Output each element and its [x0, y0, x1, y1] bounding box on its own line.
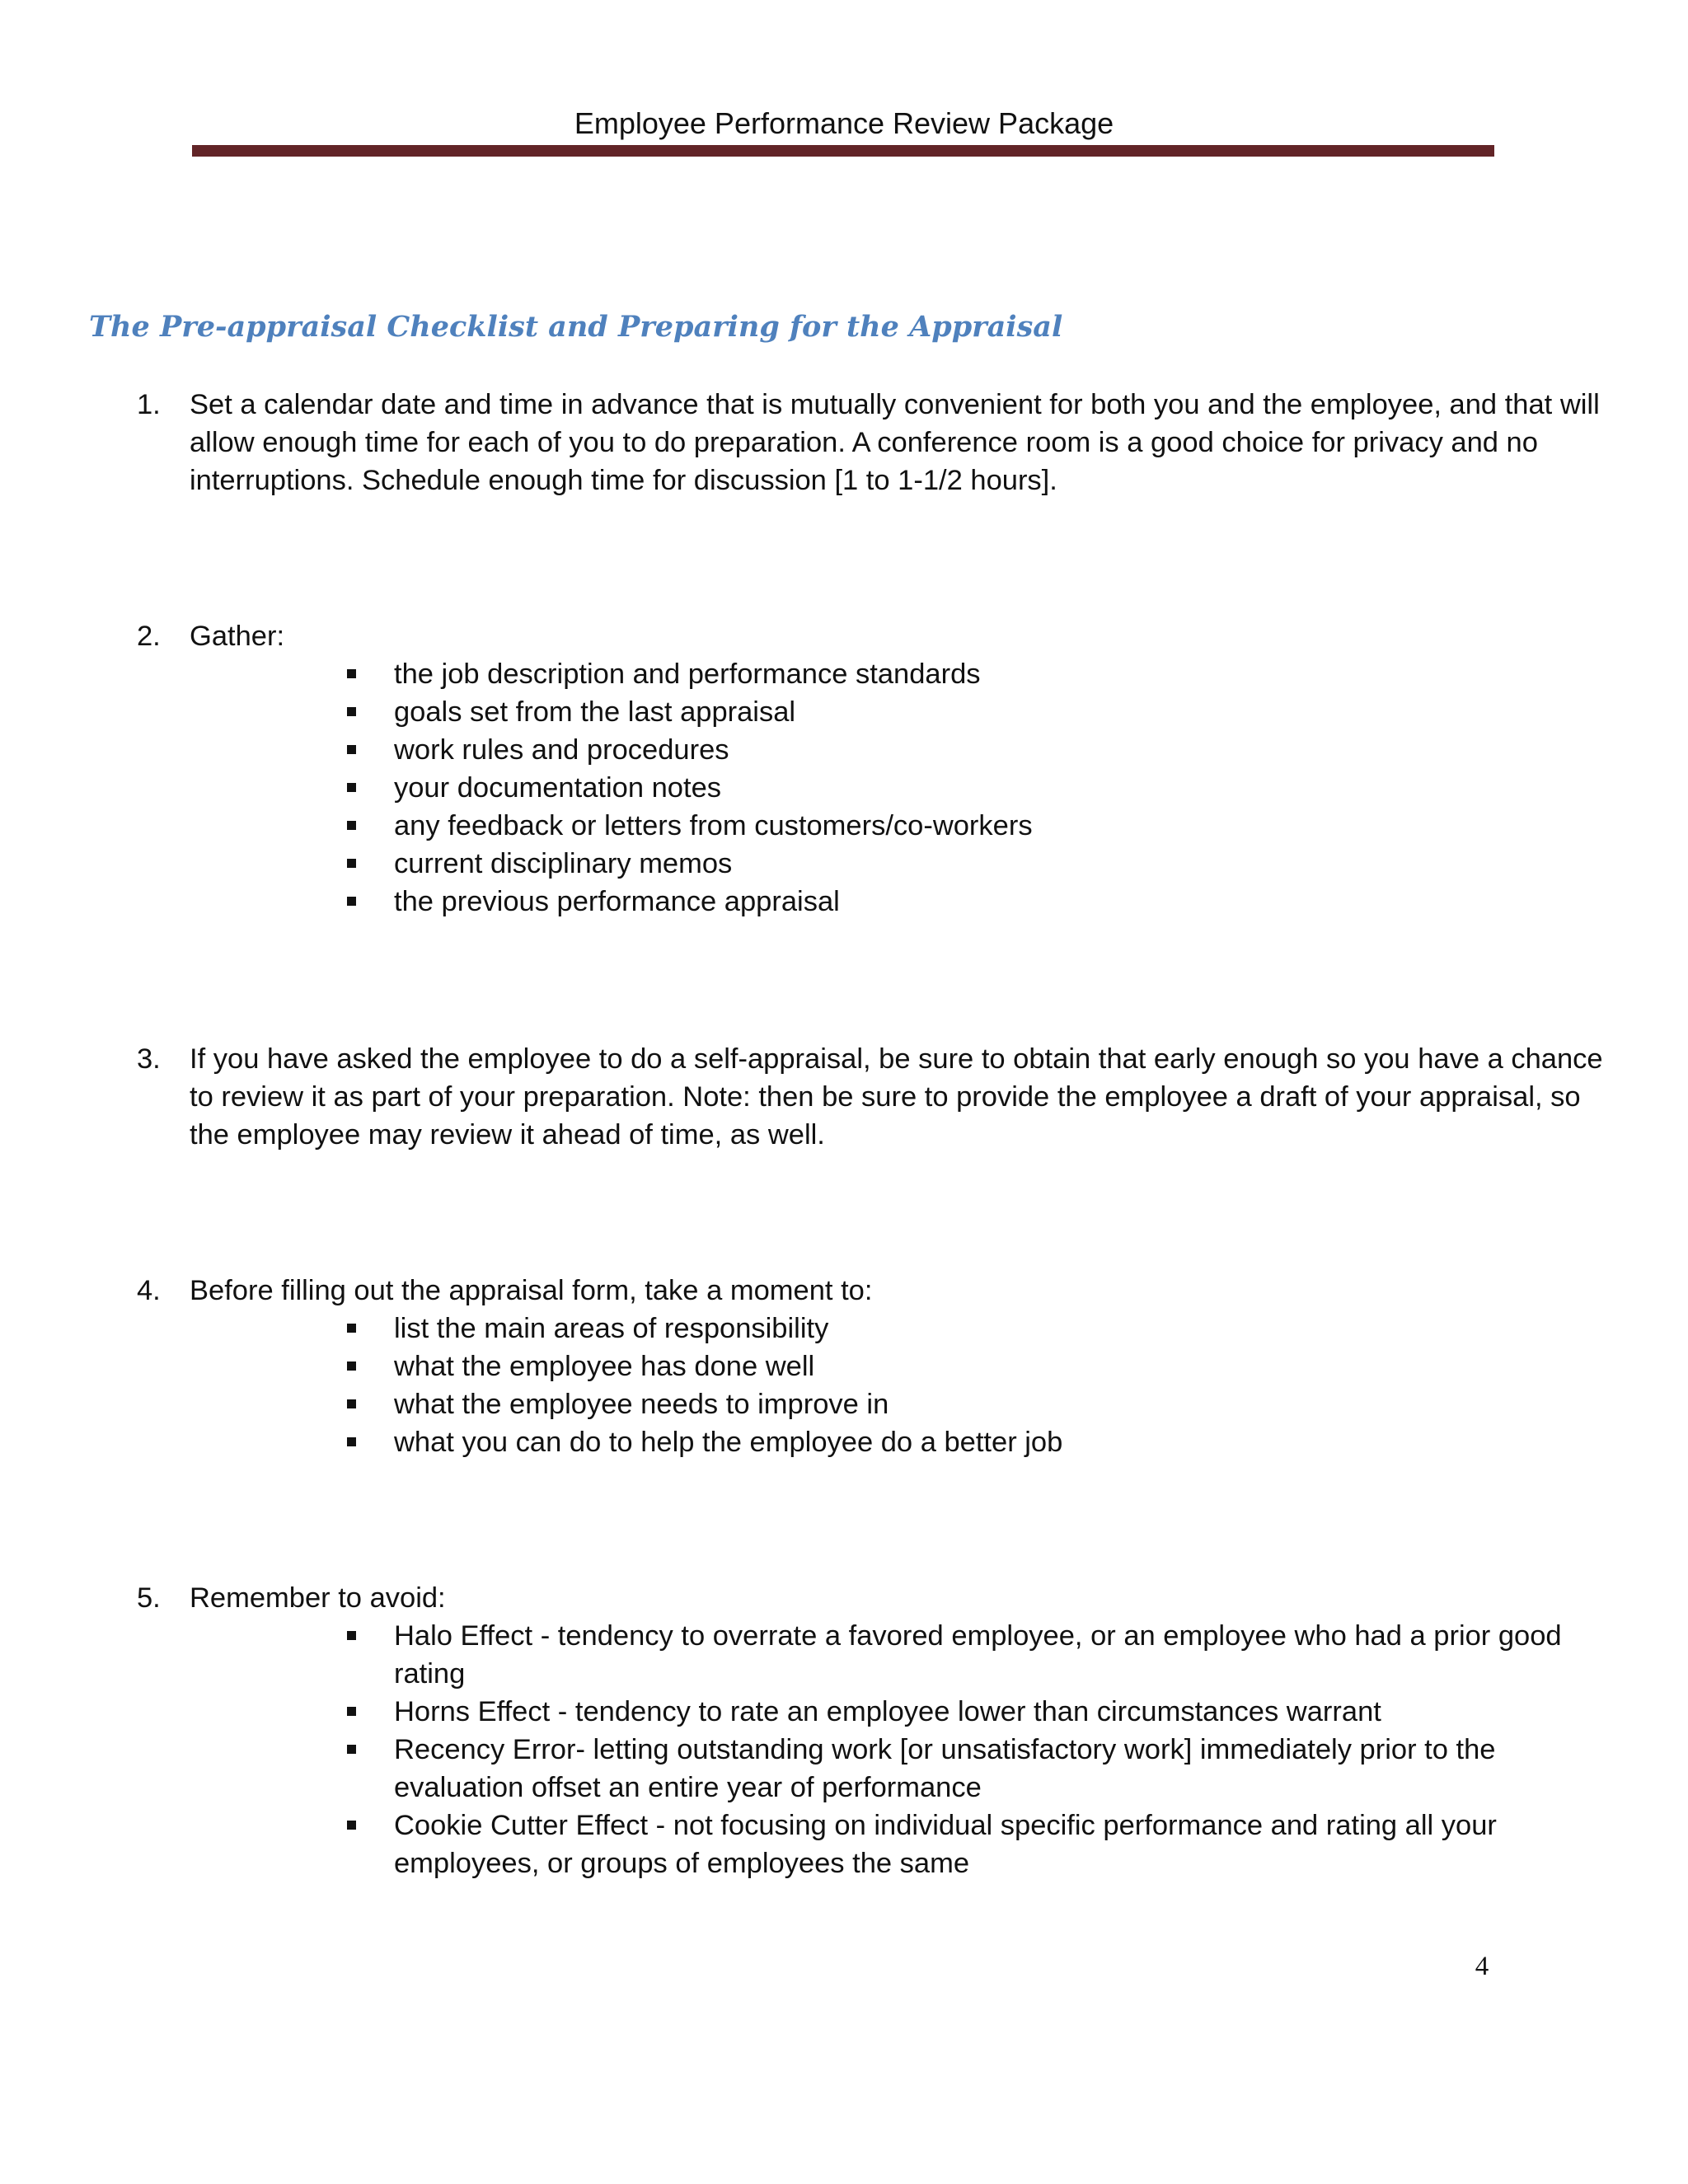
bullet-text: Cookie Cutter Effect - not focusing on individual specific performance and rating all your employees, or groups of employees the same [394, 1810, 1497, 1879]
square-bullet-icon [347, 1324, 356, 1333]
bullet-text: the previous performance appraisal [394, 886, 840, 917]
square-bullet-icon [347, 669, 356, 678]
bullet-item [394, 1693, 1604, 1731]
checklist-item-1 [137, 386, 1604, 499]
bullet-item [394, 769, 1604, 807]
bullet-item [394, 1423, 1604, 1461]
bullet-item [394, 883, 1604, 921]
header-rule [192, 145, 1494, 157]
page-number: 4 [1475, 1952, 1489, 1981]
bullet-text: Horns Effect - tendency to rate an employee lower than circumstances warrant [394, 1696, 1381, 1727]
bullet-item [394, 1310, 1604, 1347]
square-bullet-icon [347, 1437, 356, 1446]
item-text: Gather: [190, 621, 285, 652]
bullet-text: current disciplinary memos [394, 848, 733, 879]
square-bullet-icon [347, 859, 356, 868]
square-bullet-icon [347, 1707, 356, 1716]
bullet-text: work rules and procedures [394, 734, 729, 766]
bullet-item [394, 1617, 1604, 1693]
checklist-item-4 [137, 1272, 1604, 1461]
page-header-title: Employee Performance Review Package [574, 106, 1114, 140]
item-text: If you have asked the employee to do a self-appraisal, be sure to obtain that early enough so you have a chance to review it as part of your preparation. Note: then be sure to provide the employee a draft of your appraisal, so the employee may review it ahead of time, as well. [190, 1043, 1603, 1151]
square-bullet-icon [347, 745, 356, 754]
square-bullet-icon [347, 1399, 356, 1408]
checklist-item-3 [137, 1040, 1604, 1154]
avoid-bullet-list [394, 1617, 1604, 1882]
item-number: 2. [137, 621, 161, 652]
square-bullet-icon [347, 1821, 356, 1830]
bullet-text: goals set from the last appraisal [394, 696, 796, 728]
checklist-item-2 [137, 617, 1604, 921]
bullet-item [394, 655, 1604, 693]
bullet-item [394, 1347, 1604, 1385]
bullet-text: the job description and performance standards [394, 658, 981, 690]
bullet-text: Halo Effect - tendency to overrate a favored employee, or an employee who had a prior good rating [394, 1620, 1562, 1690]
bullet-text: what the employee needs to improve in [394, 1389, 889, 1420]
item-number: 1. [137, 389, 161, 420]
bullet-text: Recency Error- letting outstanding work [or unsatisfactory work] immediately prior to the evaluation offset an entire year of performance [394, 1734, 1496, 1803]
item-number: 5. [137, 1582, 161, 1614]
square-bullet-icon [347, 783, 356, 792]
bullet-item [394, 1731, 1604, 1807]
bullet-item [394, 807, 1604, 845]
prepare-bullet-list [394, 1310, 1604, 1461]
square-bullet-icon [347, 821, 356, 830]
bullet-item [394, 1385, 1604, 1423]
square-bullet-icon [347, 897, 356, 906]
bullet-text: what the employee has done well [394, 1351, 815, 1382]
item-number: 4. [137, 1275, 161, 1306]
square-bullet-icon [347, 707, 356, 716]
item-text: Before filling out the appraisal form, take a moment to: [190, 1275, 873, 1306]
bullet-item [394, 1807, 1604, 1882]
bullet-item [394, 731, 1604, 769]
item-text: Set a calendar date and time in advance that is mutually convenient for both you and the employee, and that will allow enough time for each of you to do preparation. A conference room is a good choice for privacy and no interruptions. Schedule enough time for discussion [1 to 1-1/2 hours]. [190, 389, 1600, 496]
item-number: 3. [137, 1043, 161, 1075]
gather-bullet-list [394, 655, 1604, 921]
checklist-item-5 [137, 1579, 1604, 1882]
bullet-item [394, 845, 1604, 883]
bullet-text: your documentation notes [394, 772, 722, 804]
bullet-text: list the main areas of responsibility [394, 1313, 829, 1344]
section-heading: The Pre-appraisal Checklist and Preparing for the Appraisal [89, 310, 1063, 344]
item-text: Remember to avoid: [190, 1582, 446, 1614]
square-bullet-icon [347, 1631, 356, 1640]
square-bullet-icon [347, 1361, 356, 1371]
bullet-text: what you can do to help the employee do a better job [394, 1427, 1063, 1458]
bullet-text: any feedback or letters from customers/co-workers [394, 810, 1033, 841]
square-bullet-icon [347, 1745, 356, 1754]
bullet-item [394, 693, 1604, 731]
